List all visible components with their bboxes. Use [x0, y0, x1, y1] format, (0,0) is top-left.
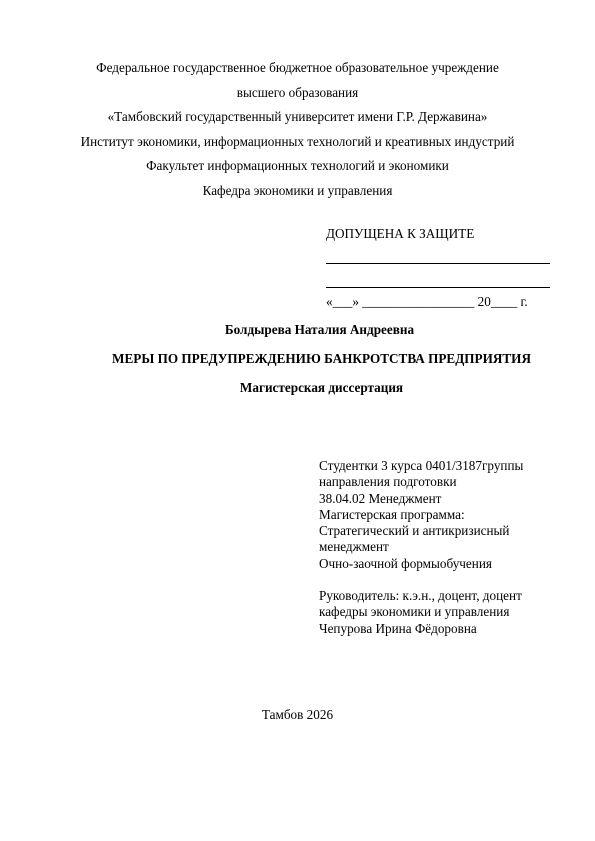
thesis-title: МЕРЫ ПО ПРЕДУПРЕЖДЕНИЮ БАНКРОТСТВА ПРЕДПРИЯТИЯ — [112, 351, 531, 366]
approval-caption: ДОПУЩЕНА К ЗАЩИТЕ — [326, 226, 475, 241]
signature-line — [326, 287, 550, 288]
header-line: Институт экономики, информационных технологий и креативных индустрий — [80, 133, 515, 149]
student-info-line: Очно-заочной формыобучения — [319, 555, 492, 571]
city-year: Тамбов 2026 — [261, 707, 334, 722]
supervisor-line: Руководитель: к.э.н., доцент, доцент — [319, 588, 522, 604]
institution-header — [0, 56, 595, 204]
student-info-block — [319, 458, 569, 637]
header-line: высшего образования — [236, 84, 359, 100]
header-line: Факультет информационных технологий и экономики — [146, 158, 449, 174]
student-info-line: Магистерская программа: — [319, 506, 465, 522]
approval-date-line: «___» _________________ 20____ г. — [326, 294, 528, 309]
student-info-line: Стратегический и антикризисный — [319, 523, 510, 539]
header-line: Кафедра экономики и управления — [202, 182, 393, 198]
spacer — [319, 572, 569, 588]
student-info-line: менеджмент — [319, 539, 389, 555]
header-line: «Тамбовский государственный университет имени Г.Р. Державина» — [107, 109, 488, 125]
approval-block — [326, 226, 556, 310]
author-name: Болдырева Наталия Андреевна — [224, 322, 415, 337]
supervisor-line: Чепурова Ирина Фёдоровна — [319, 620, 477, 636]
student-info-line: 38.04.02 Менеджмент — [319, 490, 442, 506]
student-info-line: Студентки 3 курса 0401/3187группы — [319, 458, 524, 473]
signature-line — [326, 263, 550, 264]
thesis-type: Магистерская диссертация — [239, 380, 404, 395]
header-line: Федеральное государственное бюджетное образовательное учреждение — [96, 60, 499, 75]
student-info-line: направления подготовки — [319, 474, 457, 490]
supervisor-line: кафедры экономики и управления — [319, 604, 510, 620]
